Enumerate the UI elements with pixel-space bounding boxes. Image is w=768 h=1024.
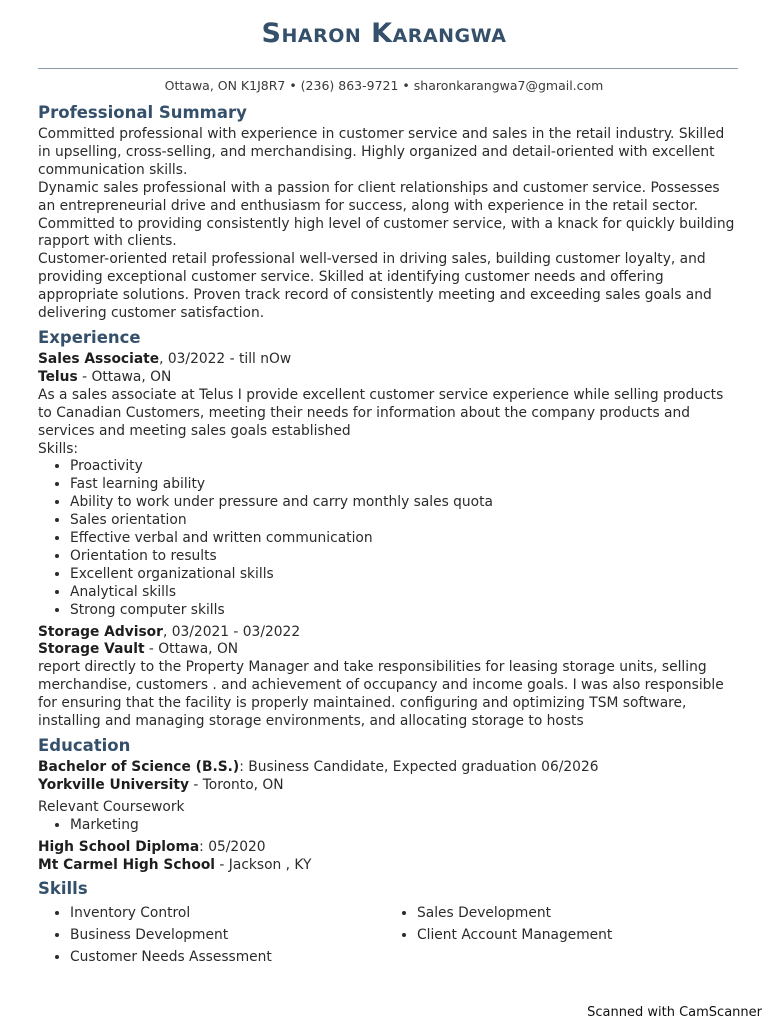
candidate-name: Sharon Karangwa bbox=[261, 18, 507, 49]
skills-list-left bbox=[38, 902, 385, 968]
list-item: • Orientation to results bbox=[70, 548, 738, 566]
list-item: • Inventory Control bbox=[70, 902, 385, 924]
list-item: • Business Development bbox=[70, 924, 385, 946]
list-item: • Proactivity bbox=[70, 458, 738, 476]
scanner-watermark: Scanned with CamScanner bbox=[587, 1005, 762, 1020]
job-dates: , 03/2022 - till nOw bbox=[159, 350, 292, 367]
header-divider bbox=[38, 68, 738, 69]
skills-column-left bbox=[38, 902, 385, 968]
degree-line bbox=[38, 759, 738, 777]
summary-heading: Professional Summary bbox=[38, 103, 247, 122]
list-item: • Excellent organizational skills bbox=[70, 566, 738, 584]
skills-column-right bbox=[385, 902, 732, 968]
coursework-list bbox=[38, 817, 738, 835]
university-name: Yorkville University bbox=[38, 776, 189, 793]
summary-paragraph: Committed professional with experience in customer service and sales in the retail industry. Skilled in upselling, cross-selling, and merchandising. Highly organized and detail-oriented with excellent communication skills. bbox=[38, 126, 725, 178]
summary-paragraph: Customer-oriented retail professional well-versed in driving sales, building customer loyalty, and providing exceptional customer service. Skilled at identifying customer needs and offering appropriate solutions. Proven track record of consistently meeting and exceeding sales goals and delivering customer satisfaction. bbox=[38, 251, 712, 322]
diploma-line bbox=[38, 839, 738, 857]
list-item: • Analytical skills bbox=[70, 584, 738, 602]
skills-heading: Skills bbox=[38, 879, 88, 899]
diploma-date: : 05/2020 bbox=[199, 838, 266, 855]
job-dates: , 03/2021 - 03/2022 bbox=[162, 623, 301, 640]
list-item: • Sales Development bbox=[417, 902, 732, 924]
job-company: Storage Vault bbox=[38, 641, 145, 658]
diploma-title: High School Diploma bbox=[38, 838, 200, 855]
list-item: • Fast learning ability bbox=[70, 476, 738, 494]
school-name: Mt Carmel High School bbox=[38, 856, 216, 873]
job-description: report directly to the Property Manager and take responsibilities for leasing storage units, selling merchandise, customers . and achievement of occupancy and income goals. I was also responsible for ensuring that the facility is properly maintained. configuring and optimizing TSM software, installing and managing storage environments, and allocating storage to hosts bbox=[38, 659, 724, 730]
university-location: - Toronto, ON bbox=[188, 776, 284, 793]
degree-detail: : Business Candidate, Expected graduation 06/2026 bbox=[239, 759, 599, 775]
education-heading: Education bbox=[38, 736, 131, 755]
job-company: Telus bbox=[38, 368, 78, 385]
resume-content bbox=[38, 103, 738, 968]
skills-grid bbox=[38, 902, 738, 968]
list-item: • Sales orientation bbox=[70, 512, 738, 530]
job-skills-label: Skills: bbox=[38, 440, 79, 457]
job-title-line bbox=[38, 351, 738, 369]
list-item: • Effective verbal and written communication bbox=[70, 530, 738, 548]
job-company-line bbox=[38, 369, 738, 387]
job-location: - Ottawa, ON bbox=[144, 641, 239, 658]
school-line bbox=[38, 857, 738, 875]
job-title: Sales Associate bbox=[38, 350, 160, 367]
job-title: Storage Advisor bbox=[38, 623, 163, 640]
job-location: - Ottawa, ON bbox=[77, 368, 172, 385]
degree-title: Bachelor of Science (B.S.) bbox=[38, 759, 240, 775]
job-description: As a sales associate at Telus I provide excellent customer service experience while selling products to Canadian Customers, meeting their needs for information about the company products and services and meeting sales goals established bbox=[38, 386, 724, 439]
summary-paragraph: Dynamic sales professional with a passion for client relationships and customer service. Possesses an entrepreneurial drive and enthusiasm for success, along with experience in the retail sector. Committed to providing consistently high level of customer service, with a knack for quickly building rapport with clients. bbox=[38, 179, 735, 250]
job-title-line bbox=[38, 624, 738, 642]
job-skills-list bbox=[38, 458, 738, 619]
list-item: • Customer Needs Assessment bbox=[70, 946, 385, 968]
school-location: - Jackson , KY bbox=[215, 856, 312, 873]
contact-line: Ottawa, ON K1J8R7 • (236) 863-9721 • sharonkarangwa7@gmail.com bbox=[164, 78, 604, 93]
list-item: • Strong computer skills bbox=[70, 602, 738, 620]
list-item: • Client Account Management bbox=[417, 924, 732, 946]
coursework-label: Relevant Coursework bbox=[38, 798, 185, 815]
experience-heading: Experience bbox=[38, 327, 141, 347]
list-item: • Ability to work under pressure and carry monthly sales quota bbox=[70, 494, 738, 512]
list-item: • Marketing bbox=[70, 817, 738, 835]
job-company-line bbox=[38, 641, 738, 659]
university-line bbox=[38, 777, 738, 795]
skills-list-right bbox=[385, 902, 732, 946]
